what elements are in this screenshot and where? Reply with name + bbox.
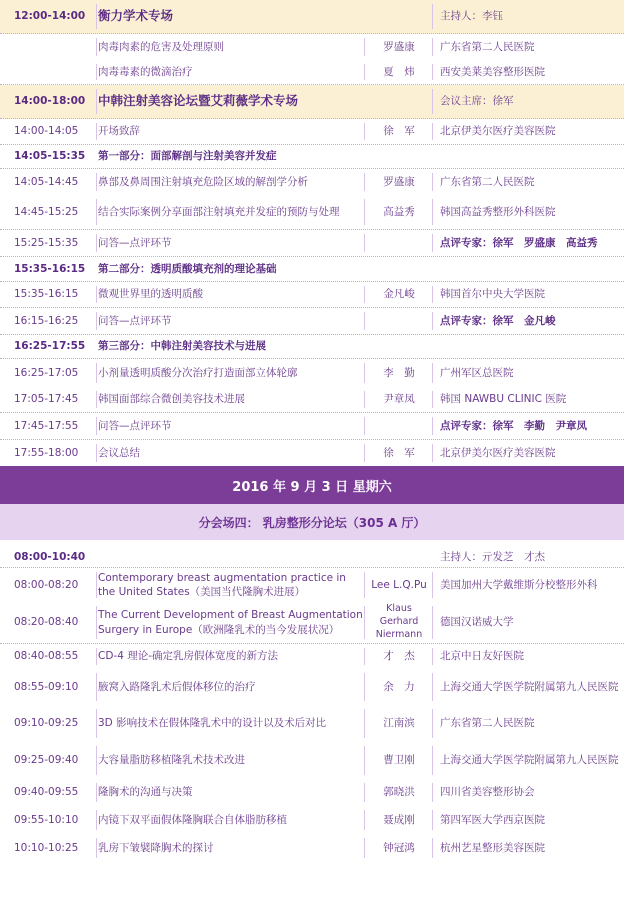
column-divider [364, 234, 365, 252]
column-divider [364, 444, 365, 462]
speaker-cell: 夏 炜 [383, 65, 415, 78]
speaker-cell: 罗盛康 [383, 175, 415, 188]
speaker-cell: 罗盛康 [383, 40, 415, 53]
column-divider [96, 89, 97, 114]
column-divider [432, 417, 433, 435]
topic-cell: 第三部分：中韩注射美容技术与进展 [98, 340, 266, 353]
column-divider [96, 173, 97, 191]
topic-cell: 3D 影响技术在假体隆乳术中的设计以及术后对比 [98, 717, 327, 730]
agenda-row [0, 308, 624, 335]
affiliation-cell: 德国汉诺威大学 [440, 616, 514, 629]
time-cell: 15:35-16:15 [14, 288, 79, 301]
agenda-row [0, 34, 624, 60]
date-banner: 2016 年 9 月 3 日 星期六 [0, 466, 624, 504]
agenda-row [0, 413, 624, 440]
column-divider [432, 673, 433, 701]
topic-cell: 中韩注射美容论坛暨艾莉薇学术专场 [98, 93, 299, 109]
session-banner: 分会场四： 乳房整形分论坛（305 A 厅） [0, 504, 624, 540]
column-divider [432, 312, 433, 330]
topic-cell: The Current Development of Breast Augmentation Surgery in Europe（欧洲隆乳术的当今发展状况） [98, 609, 363, 636]
affiliation-cell: 韩国 NAWBU CLINIC 医院 [440, 393, 567, 406]
column-divider [96, 64, 97, 80]
time-cell: 15:35-16:15 [14, 262, 86, 275]
affiliation-cell: 北京伊美尔医疗美容医院 [440, 446, 556, 459]
time-cell: 15:25-15:35 [14, 236, 79, 249]
column-divider [432, 746, 433, 775]
column-divider [96, 783, 97, 802]
column-divider [432, 4, 433, 29]
topic-cell: 结合实际案例分享面部注射填充并发症的预防与处理 [98, 205, 340, 218]
column-divider [364, 391, 365, 408]
column-divider [432, 123, 433, 140]
column-divider [432, 391, 433, 408]
host-cell: 会议主席：徐军 [440, 95, 514, 108]
affiliation-cell: 杭州艺星整形美容医院 [440, 841, 545, 854]
part-row [0, 257, 624, 282]
column-divider [432, 38, 433, 56]
affiliation-cell: 北京中日友好医院 [440, 650, 524, 663]
column-divider [364, 38, 365, 56]
topic-cell: 小剂量透明质酸分次治疗打造面部立体轮廓 [98, 366, 298, 379]
column-divider [364, 783, 365, 802]
column-divider [96, 572, 97, 598]
part-row [0, 335, 624, 359]
topic-cell: 开场致辞 [98, 125, 140, 138]
agenda-row [0, 669, 624, 705]
column-divider [96, 123, 97, 140]
agenda-row [0, 779, 624, 806]
column-divider [364, 199, 365, 225]
affiliation-cell: 美国加州大学戴维斯分校整形外科 [440, 578, 598, 591]
topic-cell: 会议总结 [98, 446, 140, 459]
speaker-cell [366, 230, 432, 256]
column-divider [364, 417, 365, 435]
affiliation-cell: 第四军医大学西京医院 [440, 813, 545, 826]
speaker-cell [366, 413, 432, 439]
column-divider [364, 648, 365, 665]
column-divider [364, 64, 365, 80]
column-divider [432, 709, 433, 738]
time-cell: 16:15-16:25 [14, 314, 79, 327]
column-divider [432, 64, 433, 80]
column-divider [364, 709, 365, 738]
agenda-row [0, 60, 624, 85]
column-divider [96, 4, 97, 29]
time-cell: 12:00-14:00 [14, 10, 86, 23]
time-cell: 08:00-10:40 [14, 551, 86, 564]
speaker-cell: 尹章凤 [383, 393, 415, 406]
column-divider [364, 286, 365, 303]
column-divider [432, 286, 433, 303]
host-cell: 主持人：亓发芝 才杰 [440, 551, 545, 564]
affiliation-cell: 四川省美容整形协会 [440, 786, 535, 799]
column-divider [96, 648, 97, 665]
column-divider [96, 810, 97, 830]
affiliation-cell: 广东省第二人民医院 [440, 717, 535, 730]
time-cell: 17:05-17:45 [14, 393, 79, 406]
time-cell: 16:25-17:55 [14, 340, 86, 353]
time-cell: 08:40-08:55 [14, 650, 79, 663]
agenda-row [0, 806, 624, 834]
agenda-row [0, 282, 624, 308]
column-divider [364, 572, 365, 598]
column-divider [96, 746, 97, 775]
topic-cell: 问答—点评环节 [98, 419, 172, 432]
topic-cell: 韩国面部综合微创美容技术进展 [98, 393, 245, 406]
topic-cell: 第二部分：透明质酸填充剂的理论基础 [98, 262, 277, 275]
agenda-row [0, 119, 624, 145]
column-divider [96, 363, 97, 383]
column-divider [96, 286, 97, 303]
time-cell: 17:55-18:00 [14, 446, 79, 459]
time-cell: 08:55-09:10 [14, 680, 79, 693]
column-divider [96, 709, 97, 738]
column-divider [96, 444, 97, 462]
session-header-row [0, 85, 624, 119]
column-divider [96, 391, 97, 408]
time-cell: 09:25-09:40 [14, 754, 79, 767]
host-cell: 主持人：李钰 [440, 10, 503, 23]
affiliation-cell: 点评专家：徐军 罗盛康 高益秀 [440, 236, 598, 249]
column-divider [432, 173, 433, 191]
topic-cell: 微观世界里的透明质酸 [98, 288, 203, 301]
affiliation-cell: 点评专家：徐军 李勤 尹章凤 [440, 419, 587, 432]
time-cell [14, 60, 96, 84]
speaker-cell: 江南滨 [383, 717, 415, 730]
column-divider [96, 199, 97, 225]
topic-cell: 衡力学术专场 [98, 8, 174, 24]
column-divider [96, 606, 97, 639]
time-cell: 14:45-15:25 [14, 205, 79, 218]
topic-cell: 问答—点评环节 [98, 314, 172, 327]
column-divider [96, 234, 97, 252]
topic-cell: 内镜下双平面假体隆胸联合自体脂肪移植 [98, 813, 287, 826]
time-cell [14, 34, 96, 60]
topic-cell: CD-4 理论-确定乳房假体宽度的新方法 [98, 650, 279, 663]
affiliation-cell: 广东省第二人民医院 [440, 175, 535, 188]
column-divider [364, 673, 365, 701]
column-divider [96, 38, 97, 56]
agenda-row [0, 548, 624, 568]
affiliation-cell: 西安美莱美容整形医院 [440, 65, 545, 78]
topic-cell: 问答—点评环节 [98, 236, 172, 249]
speaker-cell: 郭晓洪 [383, 786, 415, 799]
column-divider [432, 363, 433, 383]
speaker-cell: Lee L.Q.Pu [371, 578, 427, 591]
column-divider [364, 363, 365, 383]
agenda-row [0, 705, 624, 742]
agenda-row [0, 568, 624, 602]
topic-cell: 隆胸术的沟通与决策 [98, 786, 193, 799]
time-cell: 14:00-14:05 [14, 125, 79, 138]
column-divider [364, 606, 365, 639]
speaker-cell: Klaus Gerhard Niermann [375, 603, 423, 640]
time-cell: 14:00-18:00 [14, 95, 86, 108]
affiliation-cell: 韩国高益秀整形外科医院 [440, 205, 556, 218]
time-cell: 10:10-10:25 [14, 841, 79, 854]
speaker-cell: 聂成刚 [383, 813, 415, 826]
column-divider [432, 444, 433, 462]
affiliation-cell: 韩国首尔中央大学医院 [440, 288, 545, 301]
agenda-row [0, 230, 624, 257]
topic-cell: 肉毒毒素的微滴治疗 [98, 65, 193, 78]
speaker-cell: 李 勤 [383, 366, 415, 379]
column-divider [432, 606, 433, 639]
column-divider [364, 810, 365, 830]
agenda-row [0, 440, 624, 466]
time-cell: 09:10-09:25 [14, 717, 79, 730]
speaker-cell: 才 杰 [383, 650, 415, 663]
column-divider [432, 783, 433, 802]
time-cell: 09:55-10:10 [14, 813, 79, 826]
agenda-row [0, 834, 624, 862]
affiliation-cell: 点评专家：徐军 金凡峻 [440, 314, 556, 327]
topic-cell: 腋窝入路隆乳术后假体移位的治疗 [98, 680, 256, 693]
time-cell: 16:25-17:05 [14, 366, 79, 379]
column-divider [432, 89, 433, 114]
speaker-cell [366, 308, 432, 334]
column-divider [432, 572, 433, 598]
time-cell: 08:20-08:40 [14, 616, 79, 629]
time-cell: 09:40-09:55 [14, 786, 79, 799]
column-divider [432, 234, 433, 252]
topic-cell: 第一部分：面部解剖与注射美容并发症 [98, 150, 277, 163]
affiliation-cell: 上海交通大学医学院附属第九人民医院 [440, 754, 619, 767]
column-divider [432, 648, 433, 665]
affiliation-cell: 广州军区总医院 [440, 366, 514, 379]
agenda-row [0, 359, 624, 387]
speaker-cell: 余 力 [383, 680, 415, 693]
column-divider [432, 199, 433, 225]
agenda-row [0, 644, 624, 669]
speaker-cell: 钟冠鸿 [383, 841, 415, 854]
column-divider [364, 838, 365, 858]
spacer [0, 540, 624, 548]
agenda-row [0, 742, 624, 779]
agenda-row [0, 169, 624, 195]
column-divider [364, 173, 365, 191]
column-divider [96, 673, 97, 701]
time-cell: 14:05-15:35 [14, 150, 86, 163]
speaker-cell: 徐 军 [383, 446, 415, 459]
column-divider [96, 838, 97, 858]
affiliation-cell: 北京伊美尔医疗美容医院 [440, 125, 556, 138]
speaker-cell: 曹卫刚 [383, 754, 415, 767]
agenda-row [0, 602, 624, 644]
agenda-row [0, 195, 624, 230]
column-divider [96, 312, 97, 330]
agenda-row [0, 387, 624, 413]
topic-cell: 鼻部及鼻周围注射填充危险区域的解剖学分析 [98, 175, 308, 188]
affiliation-cell: 上海交通大学医学院附属第九人民医院 [440, 680, 619, 693]
column-divider [432, 810, 433, 830]
part-row [0, 145, 624, 169]
session-header-row [0, 0, 624, 34]
speaker-cell: 金凡峻 [383, 288, 415, 301]
column-divider [364, 312, 365, 330]
column-divider [432, 838, 433, 858]
time-cell: 08:00-08:20 [14, 578, 79, 591]
column-divider [96, 417, 97, 435]
column-divider [364, 746, 365, 775]
topic-cell: 肉毒肉素的危害及处理原则 [98, 40, 224, 53]
speaker-cell: 高益秀 [383, 205, 415, 218]
topic-cell: 大容量脂肪移植隆乳术技术改进 [98, 754, 245, 767]
topic-cell: Contemporary breast augmentation practice in the United States（美国当代隆胸术进展） [98, 571, 346, 598]
speaker-cell: 徐 军 [383, 125, 415, 138]
affiliation-cell: 广东省第二人民医院 [440, 40, 535, 53]
topic-cell: 乳房下皱襞降胸术的探讨 [98, 841, 214, 854]
column-divider [364, 123, 365, 140]
time-cell: 17:45-17:55 [14, 419, 79, 432]
time-cell: 14:05-14:45 [14, 175, 79, 188]
